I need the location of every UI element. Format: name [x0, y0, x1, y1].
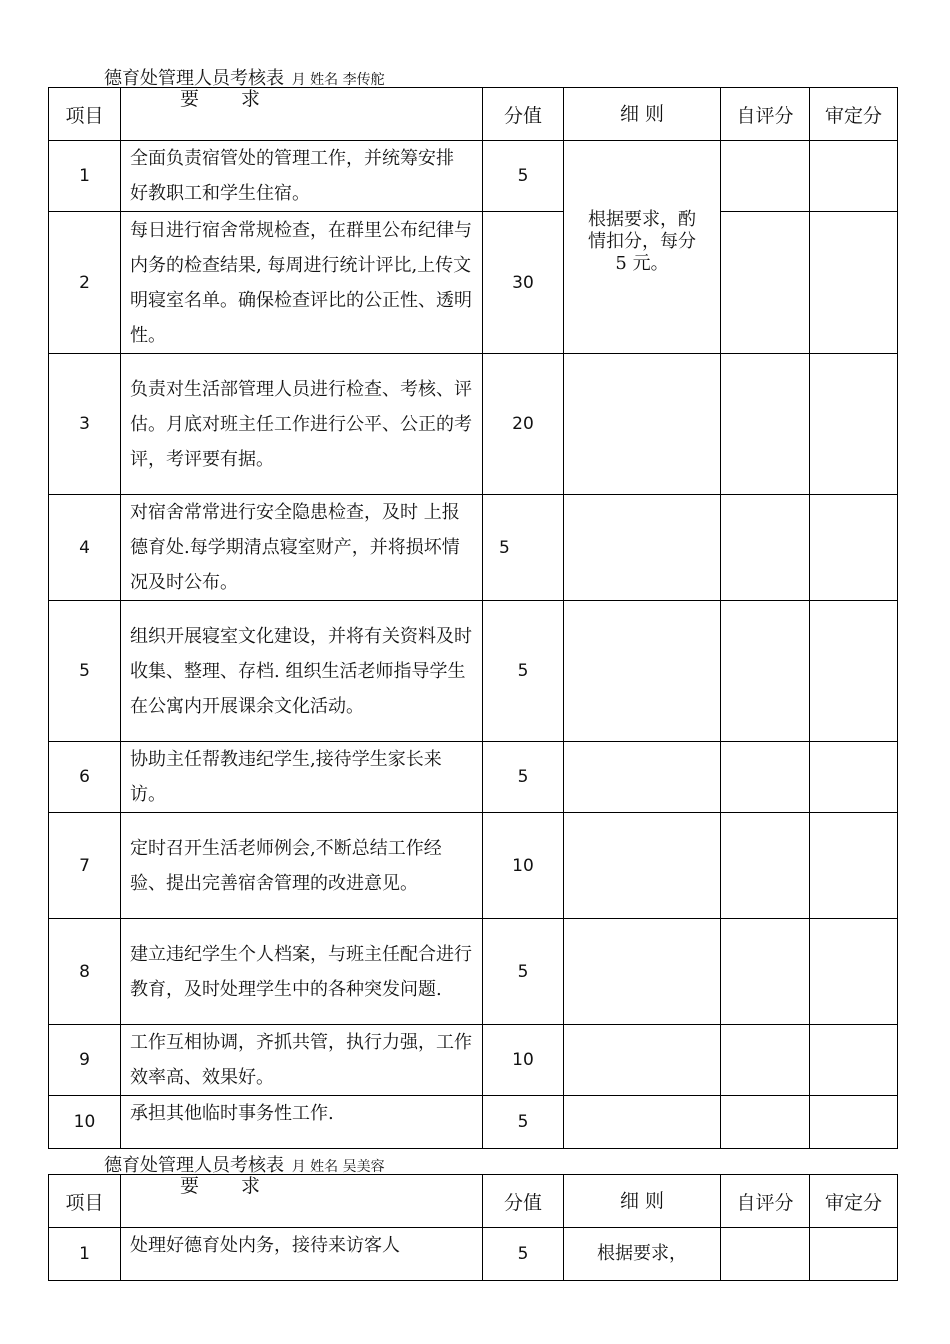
header-requirement-label: 要 求 — [180, 88, 279, 110]
row-score: 10 — [483, 1025, 564, 1096]
table-row — [49, 1096, 898, 1149]
row-audit-score[interactable] — [810, 919, 898, 1025]
row-self-score[interactable] — [721, 354, 810, 495]
row-no: 3 — [49, 354, 121, 495]
row-no: 9 — [49, 1025, 121, 1096]
row-no: 5 — [49, 601, 121, 742]
assessment-table-1 — [48, 87, 898, 1149]
row-no: 10 — [49, 1096, 121, 1149]
row-score: 5 — [483, 601, 564, 742]
table-row — [49, 742, 898, 813]
row-rule — [564, 141, 721, 354]
row-rule — [564, 742, 721, 813]
row-score: 10 — [483, 813, 564, 919]
row-self-score[interactable] — [721, 813, 810, 919]
row-self-score[interactable] — [721, 1096, 810, 1149]
row-audit-score[interactable] — [810, 354, 898, 495]
row-audit-score[interactable] — [810, 813, 898, 919]
row-rule — [564, 919, 721, 1025]
table2-header-row — [49, 1175, 898, 1228]
row-requirement: 组织开展寝室文化建设，并将有关资料及时收集、整理、存档. 组织生活老师指导学生在公寓内开展课余文化活动。 — [121, 601, 483, 742]
row-requirement: 每日进行宿舍常规检查，在群里公布纪律与内务的检查结果, 每周进行统计评比,上传文明寝室名单。确保检查评比的公正性、透明性。 — [121, 212, 483, 354]
row-rule — [564, 601, 721, 742]
header-requirement — [121, 88, 483, 141]
row-score: 5 — [483, 1228, 564, 1281]
header-rule: 细 则 — [564, 88, 721, 141]
header-no: 项目 — [49, 1175, 121, 1228]
row-self-score[interactable] — [721, 601, 810, 742]
header-score: 分值 — [483, 1175, 564, 1228]
header-self-score: 自评分 — [721, 1175, 810, 1228]
row-self-score[interactable] — [721, 742, 810, 813]
row-rule — [564, 1025, 721, 1096]
row-requirement: 全面负责宿管处的管理工作，并统筹安排 好教职工和学生住宿。 — [121, 141, 483, 212]
header-no: 项目 — [49, 88, 121, 141]
row-self-score[interactable] — [721, 1228, 810, 1281]
table-row — [49, 354, 898, 495]
table-row — [49, 212, 898, 354]
row-score: 5 — [483, 919, 564, 1025]
row-no: 7 — [49, 813, 121, 919]
row-self-score[interactable] — [721, 919, 810, 1025]
header-audit-score: 审定分 — [810, 1175, 898, 1228]
row-no: 1 — [49, 1228, 121, 1281]
row-self-score[interactable] — [721, 1025, 810, 1096]
row-no: 6 — [49, 742, 121, 813]
row-no: 2 — [49, 212, 121, 354]
row-audit-score[interactable] — [810, 1025, 898, 1096]
rule-text: 根据要求，酌情扣分，每分 5 元。 — [588, 209, 696, 274]
header-audit-score: 审定分 — [810, 88, 898, 141]
row-rule — [564, 495, 721, 601]
row-score: 20 — [483, 354, 564, 495]
row-self-score[interactable] — [721, 212, 810, 354]
row-audit-score[interactable] — [810, 742, 898, 813]
row-score: 30 — [483, 212, 564, 354]
table-row — [49, 813, 898, 919]
row-rule — [564, 1096, 721, 1149]
row-audit-score[interactable] — [810, 212, 898, 354]
row-self-score[interactable] — [721, 495, 810, 601]
row-score: 5 — [483, 495, 564, 601]
table1-header-row — [49, 88, 898, 141]
table1-heading-meta: 月 姓名 李传舵 — [291, 72, 385, 88]
row-audit-score[interactable] — [810, 141, 898, 212]
row-requirement: 协助主任帮教违纪学生,接待学生家长来访。 — [121, 742, 483, 813]
table-row — [49, 495, 898, 601]
row-rule: 根据要求， — [564, 1228, 721, 1281]
assessment-table-2 — [48, 1174, 898, 1281]
row-audit-score[interactable] — [810, 1228, 898, 1281]
row-requirement: 建立违纪学生个人档案，与班主任配合进行教育，及时处理学生中的各种突发问题. — [121, 919, 483, 1025]
row-requirement: 工作互相协调，齐抓共管，执行力强，工作效率高、效果好。 — [121, 1025, 483, 1096]
header-self-score: 自评分 — [721, 88, 810, 141]
table-row — [49, 141, 898, 212]
row-no: 1 — [49, 141, 121, 212]
row-requirement: 承担其他临时事务性工作. — [121, 1096, 483, 1149]
row-audit-score[interactable] — [810, 1096, 898, 1149]
header-requirement-label: 要 求 — [180, 1175, 279, 1197]
row-rule — [564, 813, 721, 919]
row-audit-score[interactable] — [810, 495, 898, 601]
header-score: 分值 — [483, 88, 564, 141]
table-row — [49, 919, 898, 1025]
header-rule: 细 则 — [564, 1175, 721, 1228]
table2-heading-meta: 月 姓名 吴美容 — [291, 1159, 385, 1175]
table-row — [49, 601, 898, 742]
table-row — [49, 1025, 898, 1096]
header-requirement — [121, 1175, 483, 1228]
row-audit-score[interactable] — [810, 601, 898, 742]
table2-heading-title: 德育处管理人员考核表 — [104, 1155, 284, 1176]
row-score: 5 — [483, 1096, 564, 1149]
row-score: 5 — [483, 141, 564, 212]
row-score: 5 — [483, 742, 564, 813]
row-requirement: 对宿舍常常进行安全隐患检查，及时 上报德育处.每学期清点寝室财产，并将损坏情况及时公布。 — [121, 495, 483, 601]
row-requirement: 处理好德育处内务，接待来访客人 — [121, 1228, 483, 1281]
table1-heading-title: 德育处管理人员考核表 — [104, 68, 284, 89]
row-no: 4 — [49, 495, 121, 601]
table-row — [49, 1228, 898, 1281]
row-requirement: 定时召开生活老师例会,不断总结工作经验、提出完善宿舍管理的改进意见。 — [121, 813, 483, 919]
row-no: 8 — [49, 919, 121, 1025]
row-self-score[interactable] — [721, 141, 810, 212]
row-rule — [564, 354, 721, 495]
row-requirement: 负责对生活部管理人员进行检查、考核、评估。月底对班主任工作进行公平、公正的考评，考评要有据。 — [121, 354, 483, 495]
